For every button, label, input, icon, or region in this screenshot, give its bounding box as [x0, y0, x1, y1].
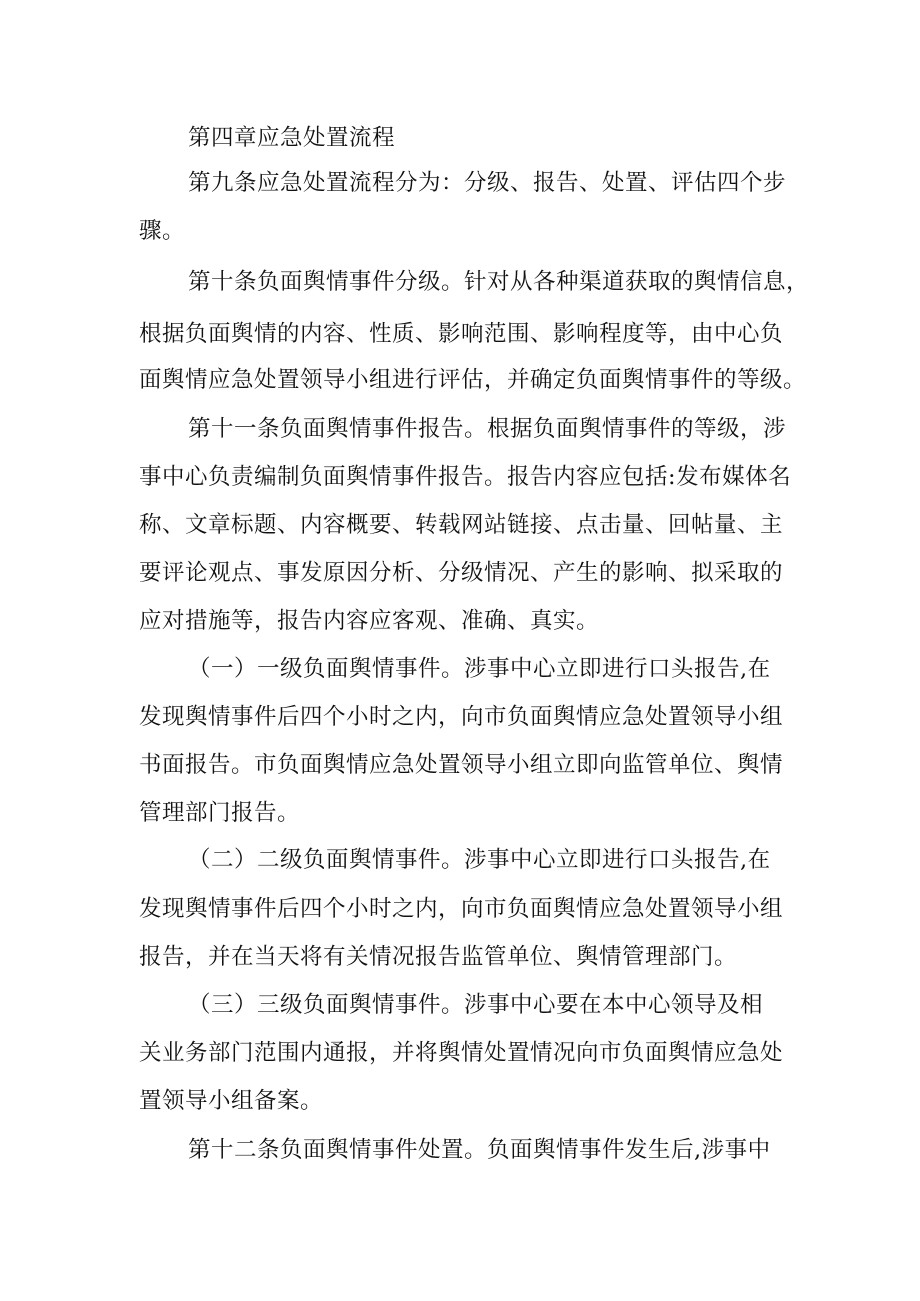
paragraph-line: （三）三级负面舆情事件。涉事中心要在本中心领导及相: [188, 992, 764, 1018]
paragraph-line: 要评论观点、事发原因分析、分级情况、产生的影响、拟采取的: [139, 560, 784, 586]
paragraph-line: 置领导小组备案。: [139, 1088, 324, 1114]
paragraph-line: 称、文章标题、内容概要、转载网站链接、点击量、回帖量、主: [139, 512, 784, 538]
chapter-heading: 第四章应急处置流程: [188, 125, 396, 151]
paragraph-line: 第九条应急处置流程分为：分级、报告、处置、评估四个步: [188, 170, 787, 196]
paragraph-line: 发现舆情事件后四个小时之内，向市负面舆情应急处置领导小组: [139, 896, 784, 922]
paragraph-line: 第十二条负面舆情事件处置。负面舆情事件发生后,涉事中: [188, 1137, 771, 1163]
paragraph-line: 骤。: [139, 218, 186, 244]
paragraph-line: 管理部门报告。: [139, 800, 301, 826]
paragraph-line: 第十条负面舆情事件分级。针对从各种渠道获取的舆情信息，: [188, 269, 810, 295]
paragraph-line: 关业务部门范围内通报，并将舆情处置情况向市负面舆情应急处: [139, 1040, 784, 1066]
paragraph-line: （二）二级负面舆情事件。涉事中心立即进行口头报告,在: [188, 847, 771, 873]
paragraph-line: 根据负面舆情的内容、性质、影响范围、影响程度等，由中心负: [139, 321, 784, 347]
paragraph-line: 书面报告。市负面舆情应急处置领导小组立即向监管单位、舆情: [139, 752, 784, 778]
paragraph-line: 事中心负责编制负面舆情事件报告。报告内容应包括:发布媒体名: [139, 464, 792, 490]
paragraph-line: 应对措施等，报告内容应客观、准确、真实。: [139, 608, 600, 634]
paragraph-line: （一）一级负面舆情事件。涉事中心立即进行口头报告,在: [188, 656, 771, 682]
paragraph-line: 面舆情应急处置领导小组进行评估，并确定负面舆情事件的等级。: [139, 367, 807, 393]
paragraph-line: 第十一条负面舆情事件报告。根据负面舆情事件的等级，涉: [188, 416, 787, 442]
paragraph-line: 发现舆情事件后四个小时之内，向市负面舆情应急处置领导小组: [139, 704, 784, 730]
paragraph-line: 报告，并在当天将有关情况报告监管单位、舆情管理部门。: [139, 944, 738, 970]
